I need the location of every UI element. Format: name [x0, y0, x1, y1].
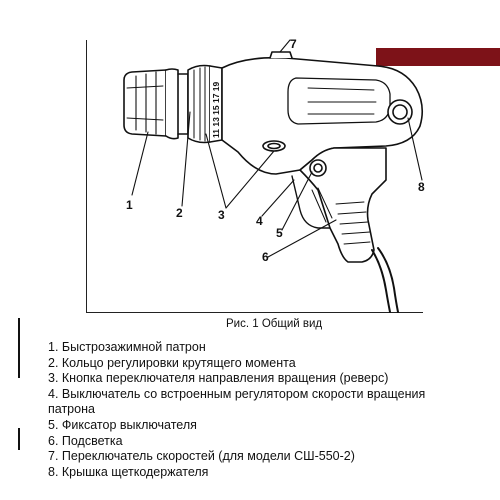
drill-illustration — [86, 30, 466, 315]
callout-1: 1 — [126, 198, 133, 212]
left-margin-rule — [18, 318, 20, 378]
legend-item: 7. Переключатель скоростей (для модели СШ-550-2) — [48, 449, 355, 464]
chuck-drawing — [124, 69, 188, 139]
legend-item: 8. Крышка щеткодержателя — [48, 464, 209, 479]
legend-item: 5. Фиксатор выключателя — [48, 417, 197, 432]
left-margin-rule-lower — [18, 428, 20, 450]
drill-handle-drawing — [292, 148, 398, 312]
legend-item: 2. Кольцо регулировки крутящего момента — [48, 355, 296, 370]
callout-8: 8 — [418, 180, 425, 194]
legend-item: 4. Выключатель со встроенным регулятором скорости вращения — [48, 386, 426, 401]
figure-caption: Рис. 1 Общий вид — [226, 318, 323, 330]
clutch-scale-text: 11 13 15 17 19 — [211, 81, 221, 138]
legend-item: 6. Подсветка — [48, 433, 123, 448]
callout-5: 5 — [276, 226, 283, 240]
legend-item: патрона — [48, 402, 95, 417]
legend-item: 1. Быстрозажимной патрон — [48, 340, 206, 354]
callout-7: 7 — [290, 37, 297, 51]
callout-4: 4 — [256, 214, 263, 228]
parts-legend — [48, 340, 425, 480]
callout-3: 3 — [218, 208, 225, 222]
legend-item: 3. Кнопка переключателя направления вращения (реверс) — [48, 371, 389, 386]
callout-6: 6 — [262, 250, 269, 264]
callout-2: 2 — [176, 206, 183, 220]
